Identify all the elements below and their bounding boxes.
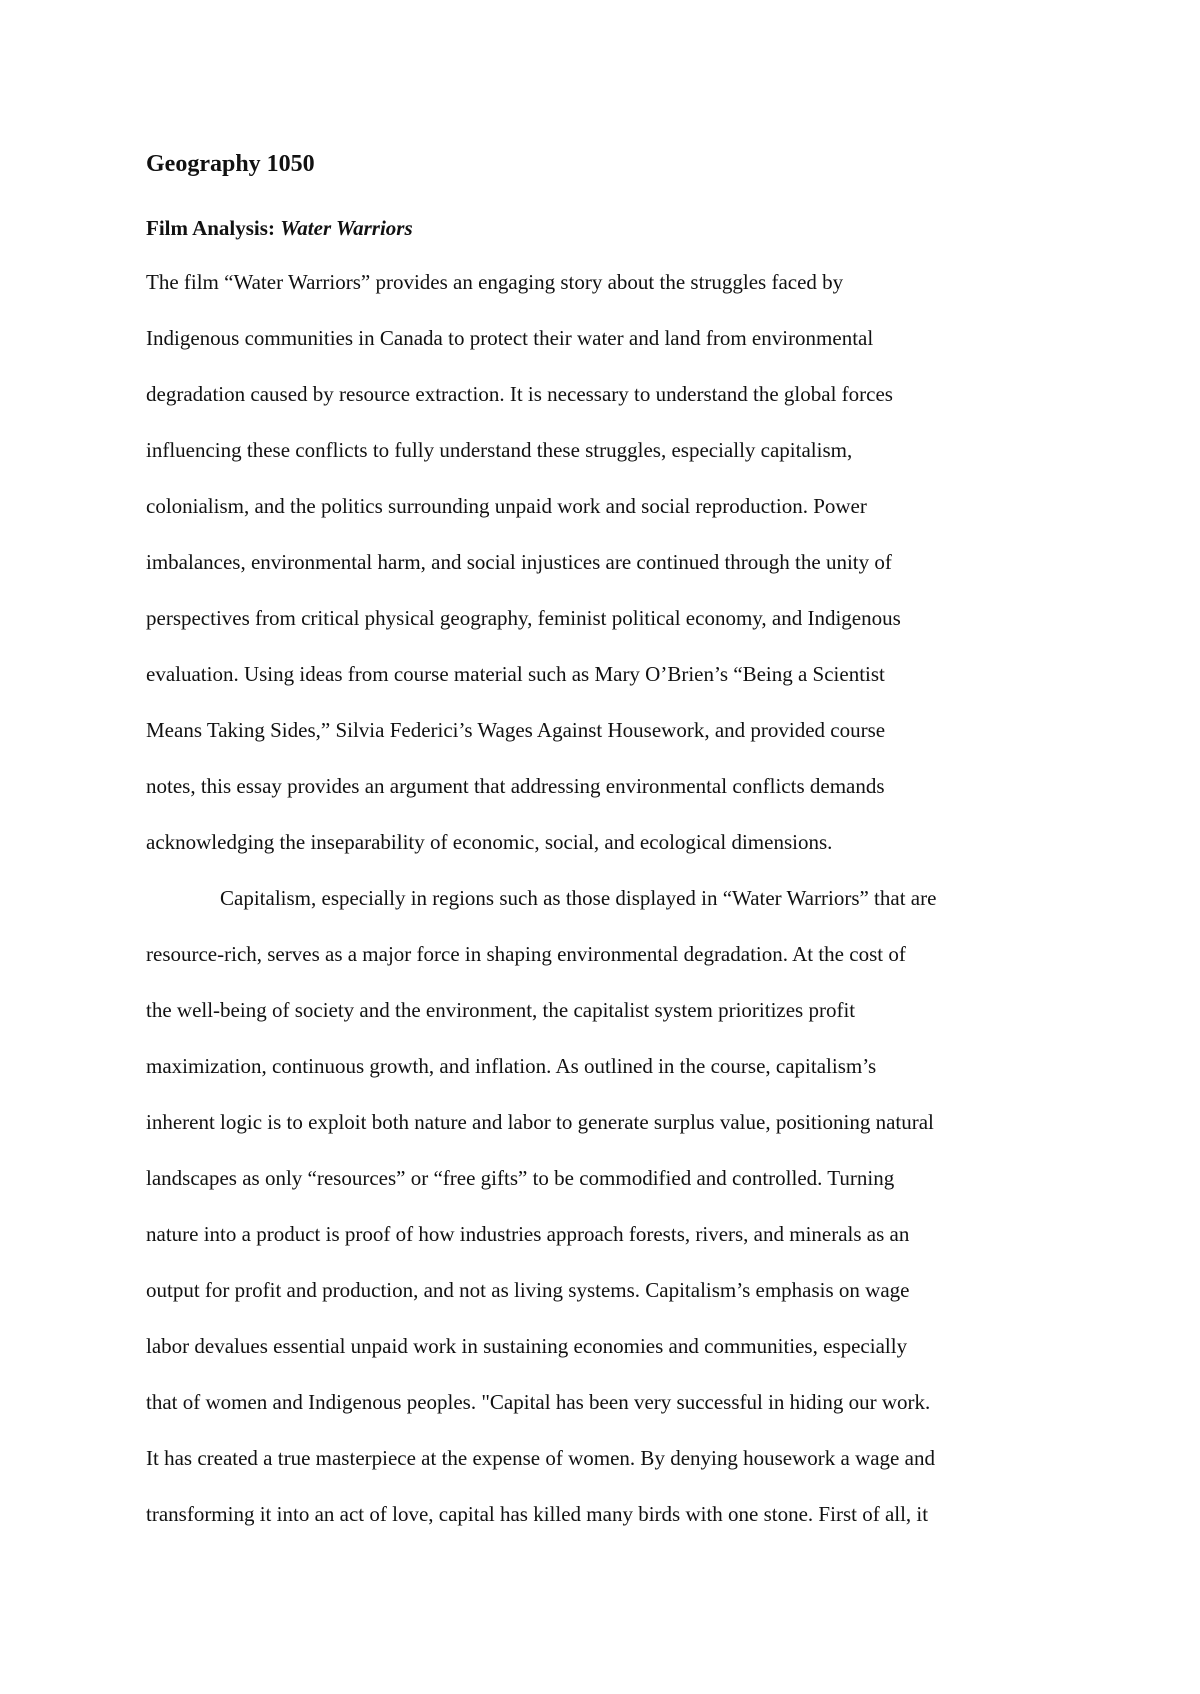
text-line: nature into a product is proof of how industries approach forests, rivers, and minerals as an	[146, 1222, 910, 1246]
text-line: labor devalues essential unpaid work in sustaining economies and communities, especially	[146, 1334, 908, 1358]
text-line: perspectives from critical physical geography, feminist political economy, and Indigenous	[146, 606, 901, 630]
text-line: colonialism, and the politics surrounding unpaid work and social reproduction. Power	[146, 494, 867, 518]
text-line: transforming it into an act of love, capital has killed many birds with one stone. First of all, it	[146, 1502, 929, 1526]
text-line: output for profit and production, and not as living systems. Capitalism’s emphasis on wage	[146, 1278, 910, 1302]
text-line: The film “Water Warriors” provides an engaging story about the struggles faced by	[146, 270, 844, 294]
course-title: Geography 1050	[146, 151, 315, 177]
text-line: inherent logic is to exploit both nature and labor to generate surplus value, positioning natural	[146, 1110, 934, 1134]
text-line: influencing these conflicts to fully understand these struggles, especially capitalism,	[146, 438, 853, 462]
text-line: notes, this essay provides an argument that addressing environmental conflicts demands	[146, 774, 885, 798]
text-line: acknowledging the inseparability of economic, social, and ecological dimensions.	[146, 830, 833, 854]
text-line: It has created a true masterpiece at the expense of women. By denying housework a wage and	[146, 1446, 935, 1470]
essay-subtitle	[146, 210, 413, 246]
text-line: maximization, continuous growth, and inflation. As outlined in the course, capitalism’s	[146, 1054, 877, 1078]
text-line: landscapes as only “resources” or “free gifts” to be commodified and controlled. Turning	[146, 1166, 895, 1190]
text-line: degradation caused by resource extraction. It is necessary to understand the global forces	[146, 382, 893, 406]
text-line: imbalances, environmental harm, and social injustices are continued through the unity of	[146, 550, 892, 574]
text-line: evaluation. Using ideas from course material such as Mary O’Brien’s “Being a Scientist	[146, 662, 885, 686]
essay-body	[146, 264, 1066, 1552]
text-line: Means Taking Sides,” Silvia Federici’s Wages Against Housework, and provided course	[146, 718, 886, 742]
film-title: Water Warriors	[280, 216, 413, 240]
paragraph-start-line: Capitalism, especially in regions such as those displayed in “Water Warriors” that are	[220, 886, 937, 910]
text-line: that of women and Indigenous peoples. "Capital has been very successful in hiding our work.	[146, 1390, 931, 1414]
text-line: resource-rich, serves as a major force in shaping environmental degradation. At the cost of	[146, 942, 906, 966]
text-line: the well-being of society and the environment, the capitalist system prioritizes profit	[146, 998, 856, 1022]
subtitle-prefix: Film Analysis:	[146, 216, 281, 240]
text-line: Indigenous communities in Canada to protect their water and land from environmental	[146, 326, 874, 350]
